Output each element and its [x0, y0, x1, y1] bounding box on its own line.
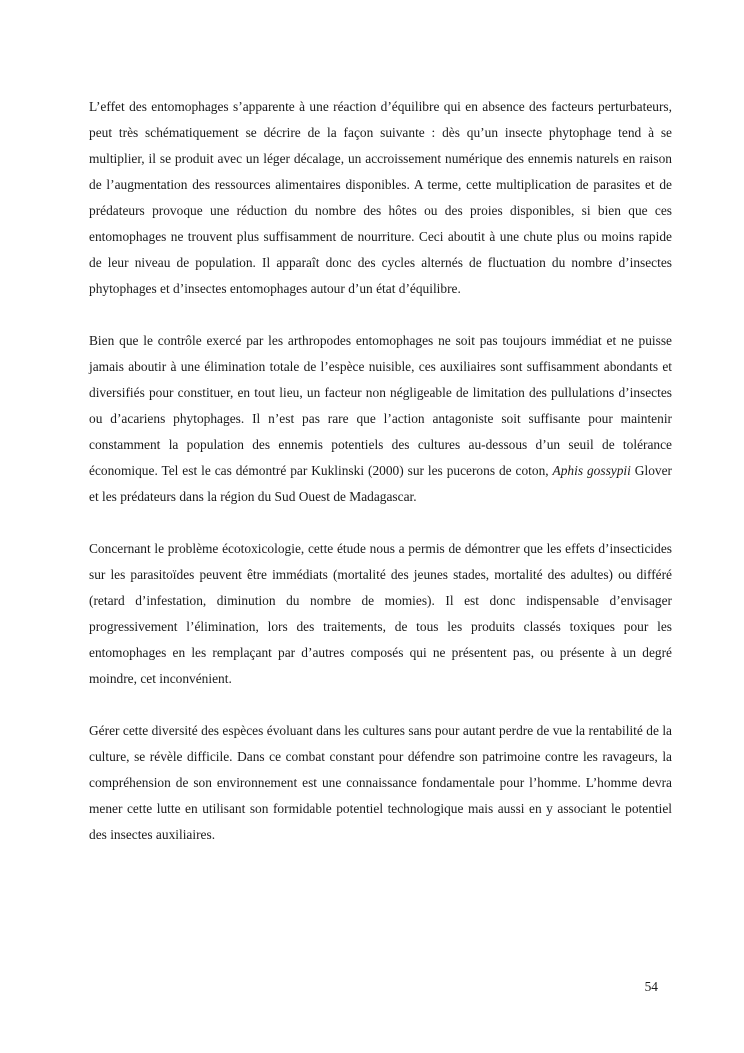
paragraph-arthropod-control: [89, 328, 672, 510]
paragraph-text-after-species: Glover et les prédateurs dans la région du Sud Ouest de Madagascar.: [89, 463, 672, 504]
paragraph-ecotoxicology: Concernant le problème écotoxicologie, cette étude nous a permis de démontrer que les effets d’insecticides sur les parasitoïdes peuvent être immédiats (mortalité des jeunes stades, mortalité des adultes) ou différé (retard d’infestation, diminution du nombre de momies). Il est donc indispensable d’envisager progressivement l’élimination, lors des traitements, de tous les produits classés toxiques pour les entomophages en les remplaçant par d’autres composés qui ne présentent pas, ou présente à un degré moindre, cet inconvénient.: [89, 541, 672, 686]
species-name: Aphis gossypii: [552, 463, 631, 478]
paragraph-diversity-management: Gérer cette diversité des espèces évoluant dans les cultures sans pour autant perdre de vue la rentabilité de la culture, se révèle difficile. Dans ce combat constant pour défendre son patrimoine contre les ravageurs, la compréhension de son environnement est une connaissance fondamentale pour l’homme. L’homme devra mener cette lutte en utilisant son formidable potentiel technologique mais aussi en y associant le potentiel des insectes auxiliaires.: [89, 723, 672, 842]
paragraph-entomophage-equilibrium: L’effet des entomophages s’apparente à une réaction d’équilibre qui en absence des facteurs perturbateurs, peut très schématiquement se décrire de la façon suivante : dès qu’un insecte phytophage tend à se multiplier, il se produit avec un léger décalage, un accroissement numérique des ennemis naturels en raison de l’augmentation des ressources alimentaires disponibles. A terme, cette multiplication de parasites et de prédateurs provoque une réduction du nombre des hôtes ou des proies disponibles, si bien que ces entomophages ne trouvent plus suffisamment de nourriture. Ceci aboutit à une chute plus ou moins rapide de leur niveau de population. Il apparaît donc des cycles alternés de fluctuation du nombre d’insectes phytophages et d’insectes entomophages autour d’un état d’équilibre.: [89, 99, 672, 296]
document-body: [89, 94, 672, 848]
page-number: 54: [644, 979, 658, 994]
paragraph-text-before-species: Bien que le contrôle exercé par les arthropodes entomophages ne soit pas toujours immédiat et ne puisse jamais aboutir à une élimination totale de l’espèce nuisible, ces auxiliaires sont suffisamment abondants et diversifiés pour constituer, en tout lieu, un facteur non négligeable de limitation des pullulations d’insectes ou d’acariens phytophages. Il n’est pas rare que l’action antagoniste soit suffisante pour maintenir constamment la population des ennemis potentiels des cultures au-dessous d’un seuil de tolérance économique. Tel est le cas démontré par Kuklinski (2000) sur les pucerons de coton,: [89, 333, 672, 478]
